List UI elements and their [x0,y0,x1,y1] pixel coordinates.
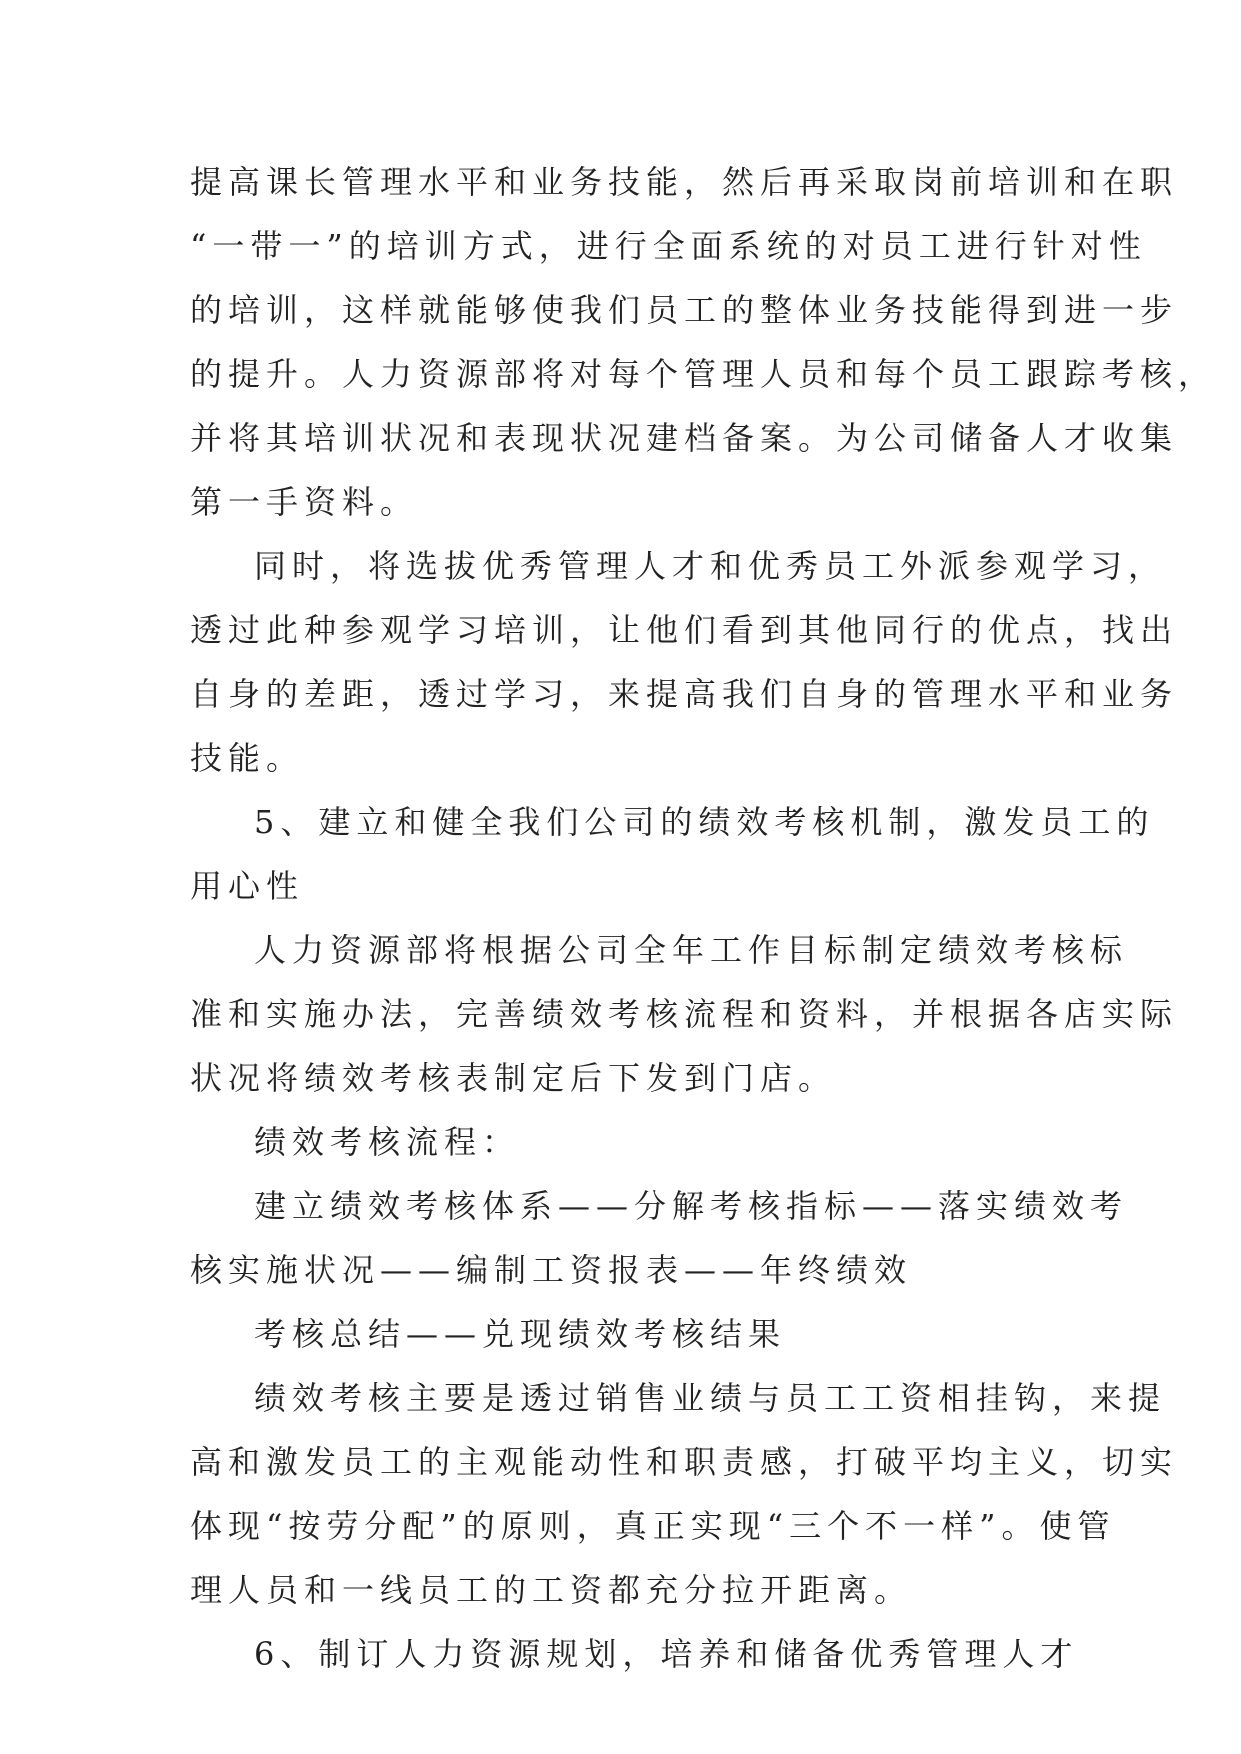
text-line: 理人员和一线员工的工资都充分拉开距离。 [190,1571,913,1609]
text-line: 并将其培训状况和表现状况建档备案。为公司储备人才收集 [190,419,1179,457]
text-line: 第一手资料。 [190,483,419,521]
text-line: 状况将绩效考核表制定后下发到门店。 [190,1059,837,1097]
text-line: 绩效考核流程： [254,1123,521,1161]
text-line: 同时，将选拔优秀管理人才和优秀员工外派参观学习， [254,547,1167,585]
text-line: 核实施状况——编制工资报表——年终绩效 [190,1251,913,1289]
body-text [190,150,1217,1686]
text-line: 自身的差距，透过学习，来提高我们自身的管理水平和业务 [190,675,1179,713]
text-line: 用心性 [190,867,305,905]
text-line: 考核总结——兑现绩效考核结果 [254,1315,787,1353]
text-line: 6、制订人力资源规划，培养和储备优秀管理人才 [254,1635,1079,1673]
text-line: 5、建立和健全我们公司的绩效考核机制，激发员工的 [254,803,1155,841]
text-line: 人力资源部将根据公司全年工作目标制定绩效考核标 [254,931,1129,969]
text-line: “一带一”的培训方式，进行全面系统的对员工进行针对性 [190,227,1147,265]
text-line: 建立绩效考核体系——分解考核指标——落实绩效考 [254,1187,1129,1225]
text-line: 技能。 [190,739,305,777]
text-line: 高和激发员工的主观能动性和职责感，打破平均主义，切实 [190,1443,1179,1481]
text-line: 的提升。人力资源部将对每个管理人员和每个员工跟踪考核， [190,355,1217,393]
text-line: 体现“按劳分配”的原则，真正实现“三个不一样”。使管 [190,1507,1116,1545]
text-line: 准和实施办法，完善绩效考核流程和资料，并根据各店实际 [190,995,1179,1033]
text-line: 提高课长管理水平和业务技能，然后再采取岗前培训和在职 [190,163,1179,201]
text-line: 透过此种参观学习培训，让他们看到其他同行的优点，找出 [190,611,1179,649]
text-line: 绩效考核主要是透过销售业绩与员工工资相挂钩，来提 [254,1379,1167,1417]
text-line: 的培训，这样就能够使我们员工的整体业务技能得到进一步 [190,291,1179,329]
